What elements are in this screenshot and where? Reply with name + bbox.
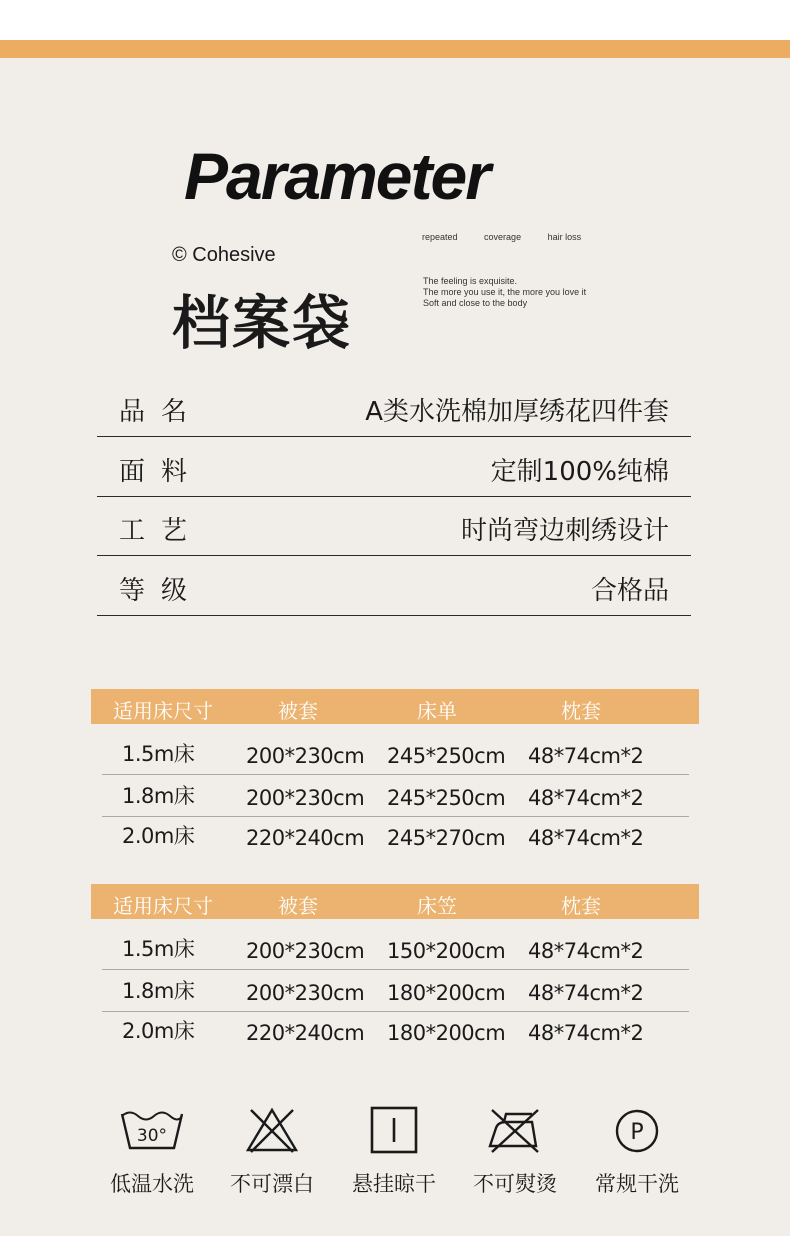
care-label: 悬挂晾干 xyxy=(352,1172,436,1196)
no-bleach-icon xyxy=(239,1106,305,1154)
dry-clean-letter: P xyxy=(630,1120,644,1145)
table-cell: 245*250cm xyxy=(387,744,506,768)
table-cell: 48*74cm*2 xyxy=(528,744,644,768)
table-cell: 48*74cm*2 xyxy=(528,826,644,850)
table-row xyxy=(102,816,689,856)
slogan-line: The feeling is exquisite. xyxy=(423,276,518,286)
care-label: 不可漂白 xyxy=(230,1172,314,1196)
table-cell: 220*240cm xyxy=(246,826,365,850)
slogan-line: The more you use it, the more you love it xyxy=(423,287,587,297)
param-row-name xyxy=(97,378,691,437)
page-title: Parameter xyxy=(184,139,489,213)
tag: repeated xyxy=(422,232,458,242)
table-cell: 180*200cm xyxy=(387,981,506,1005)
slogan-line: Soft and close to the body xyxy=(423,298,528,308)
table-cell: 1.8m床 xyxy=(122,979,195,1003)
wash-temp: 30° xyxy=(136,1126,168,1146)
wash-30-icon xyxy=(119,1106,185,1154)
table-cell: 1.8m床 xyxy=(122,784,195,808)
table-cell: 245*250cm xyxy=(387,786,506,810)
care-label: 常规干洗 xyxy=(595,1172,679,1196)
table-row xyxy=(102,776,689,817)
param-label: 等级 xyxy=(119,576,204,606)
table-cell: 200*230cm xyxy=(246,939,365,963)
care-label: 不可熨烫 xyxy=(473,1172,557,1196)
no-iron-icon xyxy=(482,1106,548,1154)
accent-band xyxy=(0,40,790,58)
column-header: 床单 xyxy=(417,699,457,723)
table-cell: 220*240cm xyxy=(246,1021,365,1045)
table-cell: 48*74cm*2 xyxy=(528,1021,644,1045)
column-header: 枕套 xyxy=(561,699,601,723)
table-cell: 2.0m床 xyxy=(122,1019,195,1043)
param-value: 定制100%纯棉 xyxy=(490,457,669,487)
table-cell: 200*230cm xyxy=(246,786,365,810)
column-header: 枕套 xyxy=(561,894,601,918)
brand-name: © Cohesive xyxy=(172,244,276,266)
param-value: 时尚弯边刺绣设计 xyxy=(460,516,669,546)
param-label: 工艺 xyxy=(119,516,204,546)
care-item-bleach xyxy=(212,1106,332,1198)
top-margin xyxy=(0,0,790,40)
column-header: 被套 xyxy=(278,699,318,723)
param-value: A类水洗棉加厚绣花四件套 xyxy=(365,397,669,427)
care-item-iron xyxy=(455,1106,575,1198)
content-panel xyxy=(0,58,790,1236)
column-header: 床笠 xyxy=(417,894,457,918)
table-row xyxy=(102,1011,689,1051)
care-item-wash xyxy=(92,1106,212,1198)
tag: coverage xyxy=(484,232,522,242)
column-header: 适用床尺寸 xyxy=(113,699,213,723)
tag-list xyxy=(422,232,605,242)
size-table-header xyxy=(91,884,699,919)
param-label: 面料 xyxy=(119,457,204,487)
table-row xyxy=(102,734,689,775)
table-cell: 48*74cm*2 xyxy=(528,939,644,963)
param-row-craft xyxy=(97,497,691,556)
column-header: 适用床尺寸 xyxy=(113,894,213,918)
slogan xyxy=(423,276,586,309)
table-cell: 1.5m床 xyxy=(122,937,195,961)
table-cell: 48*74cm*2 xyxy=(528,786,644,810)
tag: hair loss xyxy=(547,232,582,242)
care-item-dry xyxy=(334,1106,454,1198)
table-row xyxy=(102,929,689,970)
param-row-grade xyxy=(97,557,691,616)
table-cell: 245*270cm xyxy=(387,826,506,850)
size-table-header xyxy=(91,689,699,724)
table-cell: 200*230cm xyxy=(246,981,365,1005)
param-label: 品名 xyxy=(119,397,204,427)
table-cell: 48*74cm*2 xyxy=(528,981,644,1005)
column-header: 被套 xyxy=(278,894,318,918)
table-cell: 180*200cm xyxy=(387,1021,506,1045)
line-dry-icon xyxy=(361,1106,427,1154)
care-label: 低温水洗 xyxy=(110,1172,194,1196)
brand-cn-title: 档案袋 xyxy=(172,289,353,357)
table-row xyxy=(102,971,689,1012)
table-cell: 200*230cm xyxy=(246,744,365,768)
table-cell: 150*200cm xyxy=(387,939,506,963)
param-value: 合格品 xyxy=(590,576,669,606)
table-cell: 1.5m床 xyxy=(122,742,195,766)
care-item-dryclean xyxy=(577,1106,697,1198)
dry-clean-p-icon xyxy=(604,1106,670,1154)
param-row-fabric xyxy=(97,438,691,497)
table-cell: 2.0m床 xyxy=(122,824,195,848)
